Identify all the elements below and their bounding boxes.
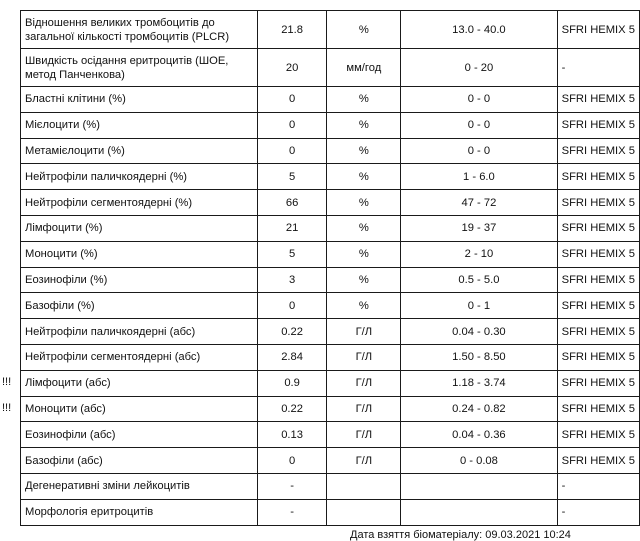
test-value: 0: [257, 448, 327, 474]
analyzer-name: -: [557, 499, 639, 525]
test-name: Мієлоцити (%): [21, 112, 258, 138]
reference-range: 0 - 1: [401, 293, 557, 319]
test-name: Нейтрофіли сегментоядерні (абс): [21, 344, 258, 370]
reference-range: 0 - 0: [401, 112, 557, 138]
test-unit: %: [327, 87, 401, 113]
test-name: Нейтрофіли паличкоядерні (абс): [21, 319, 258, 345]
test-unit: %: [327, 164, 401, 190]
test-value: 5: [257, 241, 327, 267]
result-row: [21, 499, 640, 525]
result-row: [21, 448, 640, 474]
analyzer-name: SFRI HEMIX 5: [557, 215, 639, 241]
result-row: [21, 215, 640, 241]
test-value: 0: [257, 293, 327, 319]
reference-range: 13.0 - 40.0: [401, 11, 557, 49]
test-name: Метамієлоцити (%): [21, 138, 258, 164]
analyzer-name: SFRI HEMIX 5: [557, 319, 639, 345]
test-unit: мм/год: [327, 49, 401, 87]
test-value: 20: [257, 49, 327, 87]
result-row: [21, 344, 640, 370]
test-unit: %: [327, 138, 401, 164]
analyzer-name: SFRI HEMIX 5: [557, 370, 639, 396]
test-unit: [327, 499, 401, 525]
result-row: [21, 112, 640, 138]
test-value: -: [257, 499, 327, 525]
test-value: 21: [257, 215, 327, 241]
reference-range: 19 - 37: [401, 215, 557, 241]
result-row: [21, 422, 640, 448]
analyzer-name: SFRI HEMIX 5: [557, 164, 639, 190]
test-value: 5: [257, 164, 327, 190]
reference-range: [401, 473, 557, 499]
test-unit: %: [327, 215, 401, 241]
result-row: [21, 190, 640, 216]
analyzer-name: SFRI HEMIX 5: [557, 293, 639, 319]
analyzer-name: -: [557, 473, 639, 499]
test-value: 21.8: [257, 11, 327, 49]
test-name: Дегенеративні зміни лейкоцитів: [21, 473, 258, 499]
result-row: [21, 241, 640, 267]
test-unit: %: [327, 112, 401, 138]
reference-range: 2 - 10: [401, 241, 557, 267]
analyzer-name: SFRI HEMIX 5: [557, 190, 639, 216]
test-value: 0: [257, 112, 327, 138]
test-unit: %: [327, 11, 401, 49]
test-name: Лімфоцити (абс): [21, 370, 258, 396]
reference-range: 1 - 6.0: [401, 164, 557, 190]
reference-range: 0.04 - 0.30: [401, 319, 557, 345]
test-name: Моноцити (абс): [21, 396, 258, 422]
result-row: [21, 11, 640, 49]
reference-range: 0 - 0: [401, 87, 557, 113]
test-value: 2.84: [257, 344, 327, 370]
analyzer-name: SFRI HEMIX 5: [557, 422, 639, 448]
test-unit: Г/Л: [327, 319, 401, 345]
test-name: Еозинофіли (%): [21, 267, 258, 293]
test-name: Бластні клітини (%): [21, 87, 258, 113]
reference-range: 0 - 0: [401, 138, 557, 164]
test-value: 0.13: [257, 422, 327, 448]
reference-range: 47 - 72: [401, 190, 557, 216]
test-value: 0: [257, 138, 327, 164]
analyzer-name: SFRI HEMIX 5: [557, 138, 639, 164]
analyzer-name: SFRI HEMIX 5: [557, 448, 639, 474]
result-row: [21, 473, 640, 499]
reference-range: [401, 499, 557, 525]
test-name: Базофіли (%): [21, 293, 258, 319]
test-name: Базофіли (абс): [21, 448, 258, 474]
abnormal-flag: !!!: [2, 376, 12, 389]
analyzer-name: SFRI HEMIX 5: [557, 344, 639, 370]
result-row: [21, 138, 640, 164]
analyzer-name: SFRI HEMIX 5: [557, 396, 639, 422]
reference-range: 1.50 - 8.50: [401, 344, 557, 370]
reference-range: 0.24 - 0.82: [401, 396, 557, 422]
analyzer-name: SFRI HEMIX 5: [557, 241, 639, 267]
abnormal-flag: !!!: [2, 401, 12, 414]
analyzer-name: -: [557, 49, 639, 87]
test-name: Лімфоцити (%): [21, 215, 258, 241]
test-unit: %: [327, 293, 401, 319]
test-name: Швидкість осідання еритроцитів (ШОЕ, метод Панченкова): [21, 49, 258, 87]
test-value: 0: [257, 87, 327, 113]
result-row: [21, 293, 640, 319]
test-value: -: [257, 473, 327, 499]
test-name: Морфологія еритроцитів: [21, 499, 258, 525]
result-row: [21, 396, 640, 422]
test-name: Нейтрофіли сегментоядерні (%): [21, 190, 258, 216]
result-row: [21, 164, 640, 190]
analyzer-name: SFRI HEMIX 5: [557, 112, 639, 138]
analyzer-name: SFRI HEMIX 5: [557, 11, 639, 49]
result-row: [21, 267, 640, 293]
result-row: [21, 49, 640, 87]
test-unit: %: [327, 190, 401, 216]
test-unit: Г/Л: [327, 370, 401, 396]
test-unit: %: [327, 241, 401, 267]
lab-results-table: [20, 10, 640, 526]
sample-date-footer: Дата взяття біоматеріалу: 09.03.2021 10:24: [350, 529, 571, 541]
test-name: Еозинофіли (абс): [21, 422, 258, 448]
test-value: 66: [257, 190, 327, 216]
test-value: 0.22: [257, 396, 327, 422]
reference-range: 1.18 - 3.74: [401, 370, 557, 396]
reference-range: 0 - 0.08: [401, 448, 557, 474]
test-value: 0.22: [257, 319, 327, 345]
analyzer-name: SFRI HEMIX 5: [557, 87, 639, 113]
test-name: Моноцити (%): [21, 241, 258, 267]
test-name: Нейтрофіли паличкоядерні (%): [21, 164, 258, 190]
test-value: 0.9: [257, 370, 327, 396]
reference-range: 0.5 - 5.0: [401, 267, 557, 293]
result-row: [21, 370, 640, 396]
result-row: [21, 87, 640, 113]
analyzer-name: SFRI HEMIX 5: [557, 267, 639, 293]
test-unit: Г/Л: [327, 448, 401, 474]
test-name: Відношення великих тромбоцитів до загальної кількості тромбоцитів (PLCR): [21, 11, 258, 49]
test-unit: Г/Л: [327, 396, 401, 422]
test-unit: [327, 473, 401, 499]
test-unit: %: [327, 267, 401, 293]
test-unit: Г/Л: [327, 344, 401, 370]
result-row: [21, 319, 640, 345]
test-unit: Г/Л: [327, 422, 401, 448]
reference-range: 0 - 20: [401, 49, 557, 87]
reference-range: 0.04 - 0.36: [401, 422, 557, 448]
test-value: 3: [257, 267, 327, 293]
